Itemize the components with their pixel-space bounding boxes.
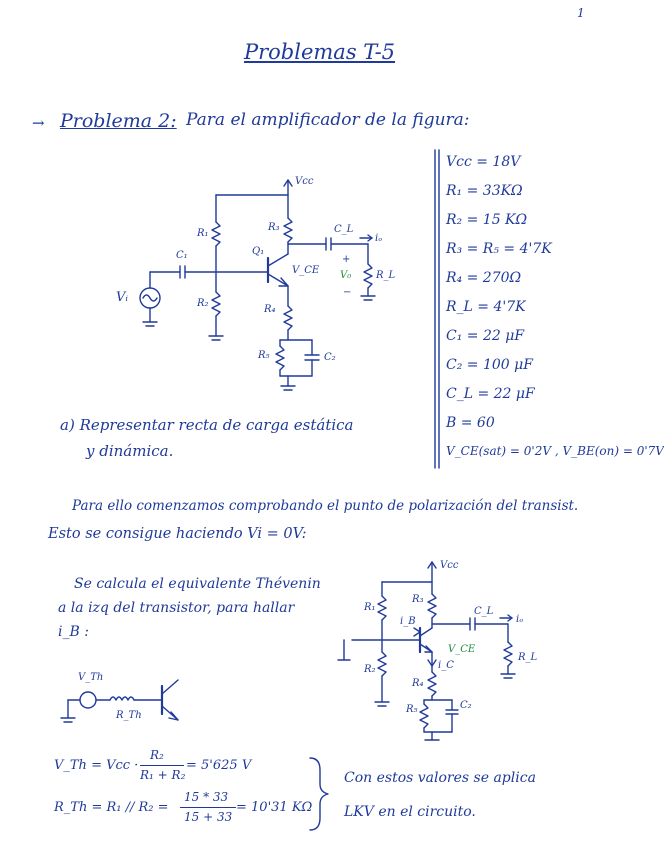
- rth-fig-label: R_Th: [116, 710, 142, 721]
- c2-label: C₂: [324, 352, 336, 363]
- r2-label: R₂: [197, 298, 209, 309]
- minus-label: −: [343, 287, 352, 298]
- value-c2: C₂ = 100 μF: [446, 357, 533, 373]
- value-c1: C₁ = 22 μF: [446, 328, 525, 344]
- page-number: 1: [577, 6, 585, 20]
- vce-label: V_CE: [292, 265, 320, 276]
- vi-label: Vᵢ: [116, 290, 129, 305]
- r5b-label: R₅: [406, 704, 418, 715]
- rth-numerator: 15 * 33: [184, 790, 229, 804]
- rth-denominator: 15 + 33: [184, 810, 233, 824]
- vth-lhs: V_Th = Vcc ·: [54, 758, 139, 773]
- rl-label: R_L: [376, 270, 396, 281]
- iob-label: iₒ: [516, 614, 524, 625]
- body-line-1: Para ello comenzamos comprobando el punto de polarización del transist.: [72, 498, 579, 514]
- vcc-label: Vcc: [295, 176, 314, 187]
- question-line-1: a) Representar recta de carga estática: [60, 416, 354, 434]
- r4b-label: R₄: [412, 678, 424, 689]
- body-line-2: Esto se consigue haciendo Vi = 0V:: [48, 526, 307, 542]
- icb-label: i_C: [438, 660, 454, 671]
- component-values: [446, 154, 664, 473]
- plus-label: +: [342, 254, 351, 265]
- problem-label: Problema 2:: [60, 110, 177, 132]
- vceb-label: V_CE: [448, 644, 476, 655]
- c1-label: C₁: [176, 250, 188, 261]
- page-title: Problemas T-5: [244, 40, 396, 64]
- vo-label: V₀: [340, 270, 352, 281]
- rlb-label: R_L: [518, 652, 538, 663]
- cl-label: C_L: [334, 224, 354, 235]
- rth-fraction-bar: [180, 807, 236, 808]
- rth-lhs: R_Th = R₁ // R₂ =: [54, 800, 169, 815]
- value-vce-vbe: V_CE(sat) = 0'2V , V_BE(on) = 0'7V: [446, 444, 664, 458]
- r1b-label: R₁: [364, 602, 376, 613]
- ib-label: i_B: [400, 616, 416, 627]
- r2b-label: R₂: [364, 664, 376, 675]
- r3-label: R₃: [268, 222, 280, 233]
- vth-result: = 5'625 V: [186, 758, 252, 773]
- q1-label: Q₁: [252, 246, 265, 257]
- body-line-4: a la izq del transistor, para hallar: [58, 600, 295, 616]
- value-r2: R₂ = 15 KΩ: [446, 212, 528, 228]
- value-vcc: Vcc = 18V: [446, 154, 521, 170]
- r4-label: R₄: [264, 304, 276, 315]
- value-r3-r5: R₃ = R₅ = 4'7K: [446, 241, 552, 257]
- body-line-3: Se calcula el equivalente Thévenin: [74, 576, 321, 592]
- vcc2-label: Vcc: [440, 560, 459, 571]
- problem-statement: Para el amplificador de la figura:: [186, 110, 470, 130]
- value-cl: C_L = 22 μF: [446, 386, 535, 402]
- c2b-label: C₂: [460, 700, 472, 711]
- body-line-5: i_B :: [58, 624, 89, 640]
- value-rl: R_L = 4'7K: [446, 299, 526, 315]
- value-beta: B = 60: [446, 415, 495, 431]
- vth-fig-label: V_Th: [78, 672, 104, 683]
- side-note-2: LKV en el circuito.: [344, 804, 476, 820]
- clb-label: C_L: [474, 606, 494, 617]
- rth-result: = 10'31 KΩ: [236, 800, 313, 815]
- r1-label: R₁: [197, 228, 209, 239]
- r5-label: R₅: [258, 350, 270, 361]
- side-note-1: Con estos valores se aplica: [344, 770, 536, 786]
- value-r1: R₁ = 33KΩ: [446, 183, 523, 199]
- vth-numerator: R₂: [150, 748, 164, 762]
- r3b-label: R₃: [412, 594, 424, 605]
- arrow-icon: →: [32, 114, 45, 132]
- vth-denominator: R₁ + R₂: [140, 768, 186, 782]
- vth-fraction-bar: [140, 765, 184, 766]
- value-r4: R₄ = 270Ω: [446, 270, 522, 286]
- question-line-2: y dinámica.: [86, 442, 174, 460]
- io-label: iₒ: [375, 233, 383, 244]
